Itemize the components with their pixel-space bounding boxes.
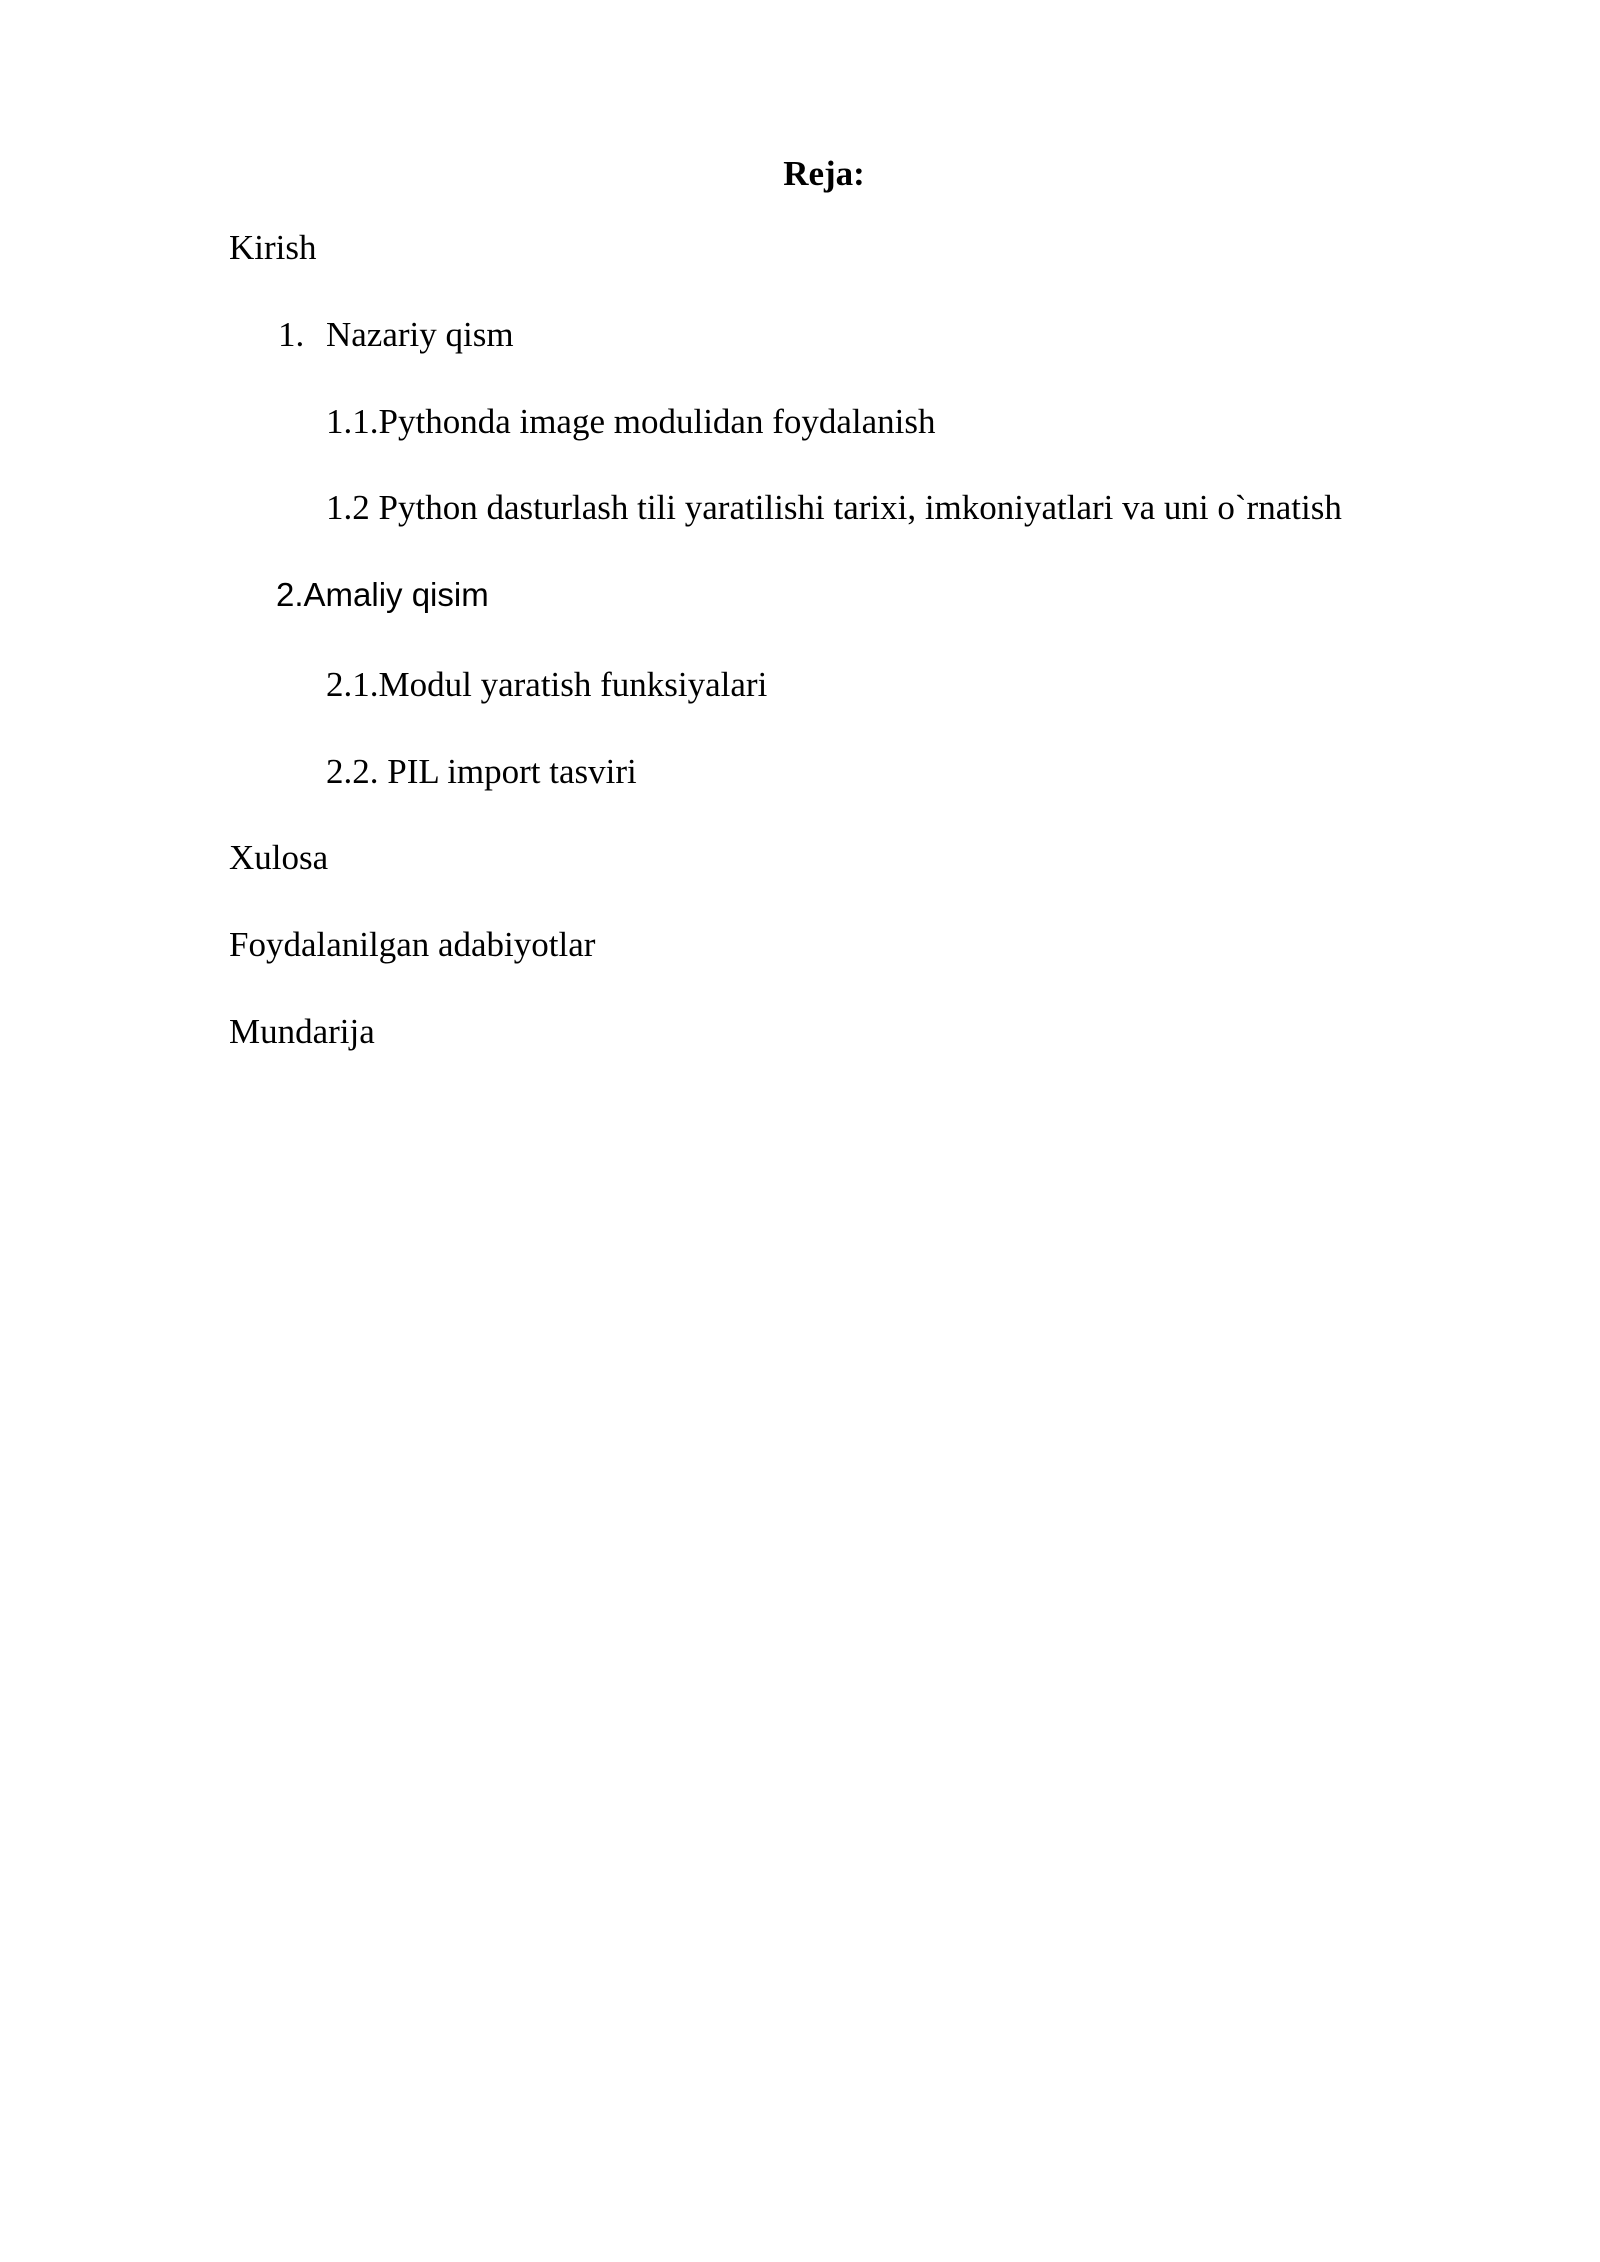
plan-subitem-1-1: 1.1.Pythonda image modulidan foydalanish (326, 402, 936, 441)
plan-item-adabiyotlar: Foydalanilgan adabiyotlar (229, 925, 596, 964)
plan-subitem-1-2: 1.2 Python dasturlash tili yaratilishi tarixi, imkoniyatlari va uni o`rnatish (326, 488, 1342, 527)
list-number: 1. (278, 315, 305, 354)
plan-item-kirish: Kirish (229, 228, 317, 267)
plan-item-xulosa: Xulosa (229, 838, 329, 877)
plan-subitem-2-2: 2.2. PIL import tasviri (326, 752, 637, 791)
plan-item-nazariy-qism (278, 313, 514, 357)
page-title: Reja: (783, 154, 865, 193)
plan-subitem-2-1: 2.1.Modul yaratish funksiyalari (326, 665, 768, 704)
plan-item-amaliy-qisim: 2.Amaliy qisim (276, 576, 489, 613)
plan-item-mundarija: Mundarija (229, 1012, 375, 1051)
list-label: Nazariy qism (326, 315, 514, 354)
